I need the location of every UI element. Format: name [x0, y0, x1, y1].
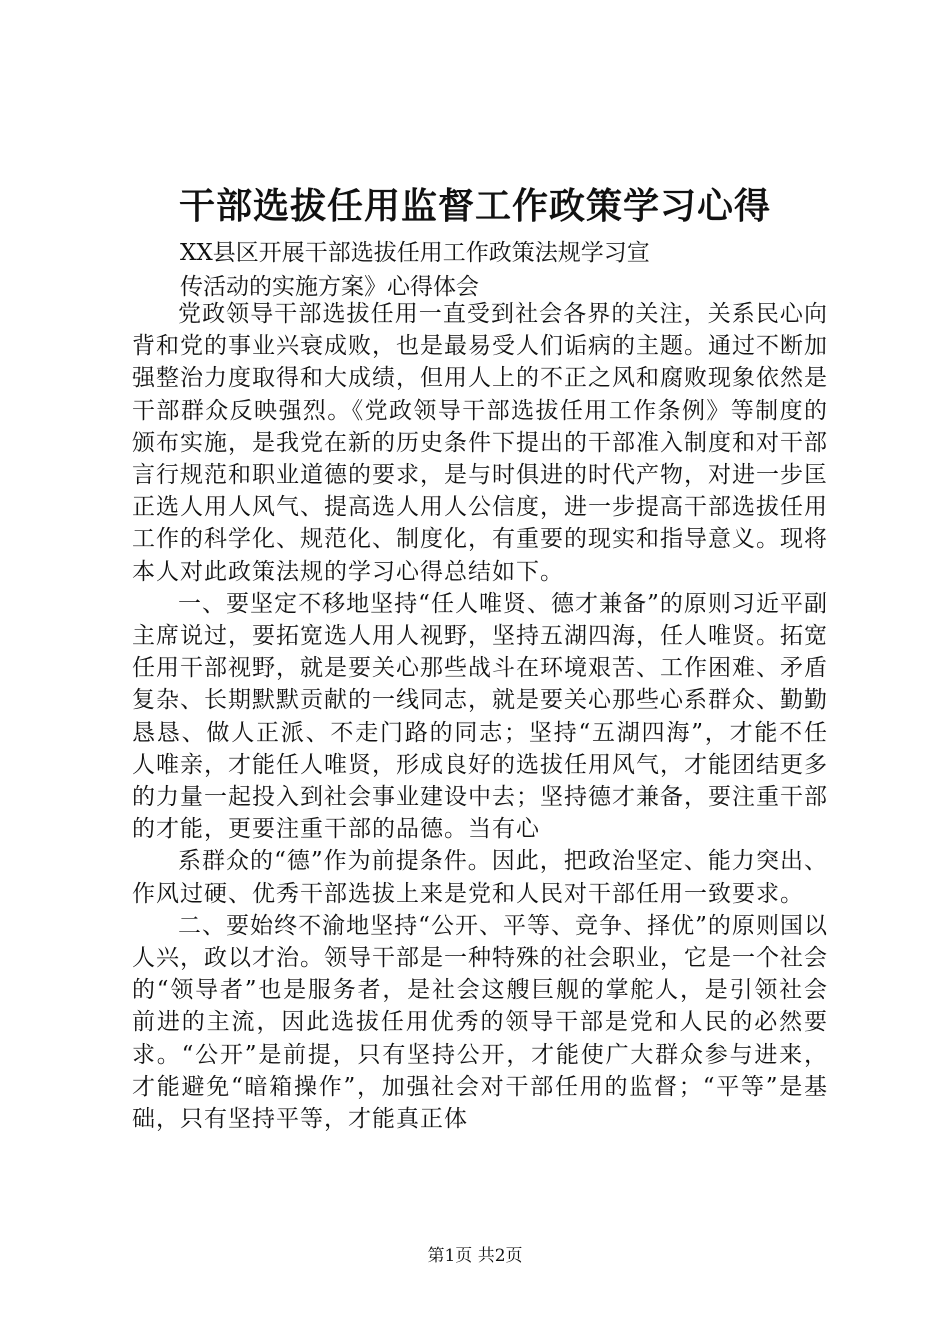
document-subtitle — [180, 236, 820, 304]
page-number-footer: 第1页 共2页 — [427, 1246, 523, 1266]
body-paragraph: 一、要坚定不移地坚持“任人唯贤、德才兼备”的原则习近平副主席说过，要拓宽选人用人视野，坚持五湖四海，任人唯贤。拓宽任用干部视野，就是要关心那些战斗在环境艰苦、工作困难、矛盾复杂、长期默默贡献的一线同志，就是要关心那些心系群众、勤勤恳恳、做人正派、不走门路的同志；坚持“五湖四海”，才能不任人唯亲，才能任人唯贤，形成良好的选拔任用风气，才能团结更多的力量一起投入到社会事业建设中去；坚持德才兼备，要注重干部的才能，更要注重干部的品德。当有心 — [132, 590, 828, 843]
body-paragraph: 二、要始终不渝地坚持“公开、平等、竞争、择优”的原则国以人兴，政以才治。领导干部是一种特殊的社会职业，它是一个社会的“领导者”也是服务者，是社会这艘巨舰的掌舵人，是引领社会前进的主流，因此选拔任用优秀的领导干部是党和人民的必然要求。“公开”是前提，只有坚持公开，才能使广大群众参与进来，才能避免“暗箱操作”，加强社会对干部任用的监督；“平等”是基础，只有坚持平等，才能真正体 — [132, 912, 828, 1133]
document-title: 干部选拔任用监督工作政策学习心得 — [178, 185, 771, 227]
body-paragraph: 党政领导干部选拔任用一直受到社会各界的关注，关系民心向背和党的事业兴衰成败，也是最易受人们诟病的主题。通过不断加强整治力度取得和大成绩，但用人上的不正之风和腐败现象依然是干部群众反映强烈。《党政领导干部选拔任用工作条例》等制度的颁布实施，是我党在新的历史条件下提出的干部准入制度和对干部言行规范和职业道德的要求，是与时俱进的时代产物，对进一步匡正选人用人风气、提高选人用人公信度，进一步提高干部选拔任用工作的科学化、规范化、制度化，有重要的现实和指导意义。现将本人对此政策法规的学习心得总结如下。 — [132, 301, 828, 585]
document-body — [132, 298, 828, 1135]
subtitle-line: 传活动的实施方案》心得体会 — [180, 274, 479, 300]
body-paragraph: 系群众的“德”作为前提条件。因此，把政治坚定、能力突出、作风过硬、优秀干部选拔上来是党和人民对干部任用一致要求。 — [132, 848, 828, 907]
subtitle-line: XX县区开展干部选拔任用工作政策法规学习宣 — [180, 240, 650, 266]
